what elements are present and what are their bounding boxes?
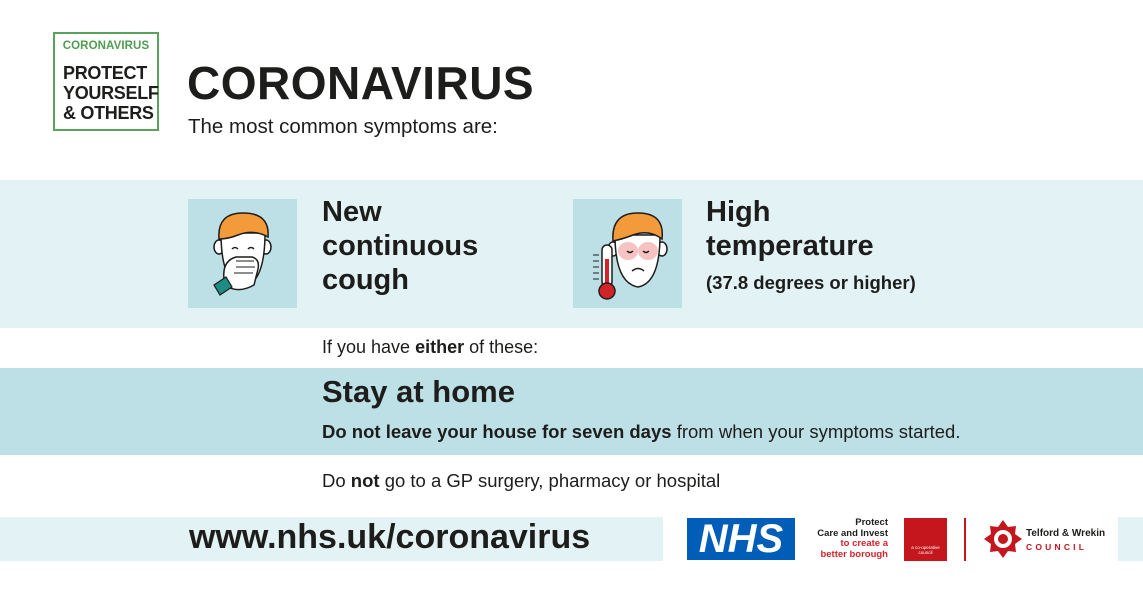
cough-illustration (188, 199, 297, 308)
symptom-cough-label (322, 195, 478, 297)
cough-face-icon (188, 199, 297, 308)
badge-line: YOURSELF (63, 83, 159, 103)
temperature-illustration (573, 199, 682, 308)
coop-label: a co-operative council (911, 545, 940, 555)
temperature-note: (37.8 degrees or higher) (706, 272, 916, 293)
stay-home-detail (322, 421, 960, 443)
condition-text (322, 337, 538, 358)
gp-warning (322, 470, 720, 492)
tagline-line: Protect (855, 517, 888, 528)
stay-home-heading: Stay at home (322, 374, 515, 409)
coop-council-logo (904, 518, 947, 561)
tagline-line: better borough (820, 548, 888, 560)
page-title: CORONAVIRUS (187, 57, 535, 109)
symptom-line: cough (322, 264, 409, 296)
condition-post: of these: (464, 337, 539, 357)
warning-bold: not (350, 470, 380, 491)
symptom-line: continuous (322, 230, 479, 262)
nhs-logo: NHS (687, 518, 795, 560)
council-name: Telford & Wrekin (1026, 528, 1106, 539)
symptom-temperature-label (706, 195, 874, 263)
badge-top-label: CORONAVIRUS (62, 40, 150, 52)
badge-line: & OTHERS (63, 103, 154, 123)
badge-line: PROTECT (63, 63, 147, 83)
symptom-band (0, 180, 1143, 328)
footer-band (1118, 517, 1143, 561)
warning-pre: Do (322, 470, 351, 491)
condition-pre: If you have (322, 337, 416, 357)
tagline-line: Care and Invest (817, 527, 888, 539)
council-tagline (798, 518, 888, 560)
page-subtitle: The most common symptoms are: (188, 115, 498, 138)
protect-badge (53, 32, 159, 131)
detail-rest: from when your symptoms started. (671, 421, 961, 442)
thermometer-face-icon (573, 199, 682, 308)
logo-divider (964, 518, 966, 561)
council-word: COUNCIL (1026, 542, 1088, 552)
condition-bold: either (415, 337, 465, 357)
telford-wrekin-emblem-icon (983, 518, 1023, 560)
tagline-line: to create a (840, 538, 888, 549)
symptom-line: High (706, 196, 771, 228)
badge-main-text (63, 63, 159, 123)
warning-post: go to a GP surgery, pharmacy or hospital (379, 470, 721, 491)
symptom-line: New (322, 196, 382, 228)
detail-bold: Do not leave your house for seven days (322, 421, 672, 442)
symptom-line: temperature (706, 230, 874, 262)
nhs-url-link[interactable]: www.nhs.uk/coronavirus (189, 518, 591, 556)
